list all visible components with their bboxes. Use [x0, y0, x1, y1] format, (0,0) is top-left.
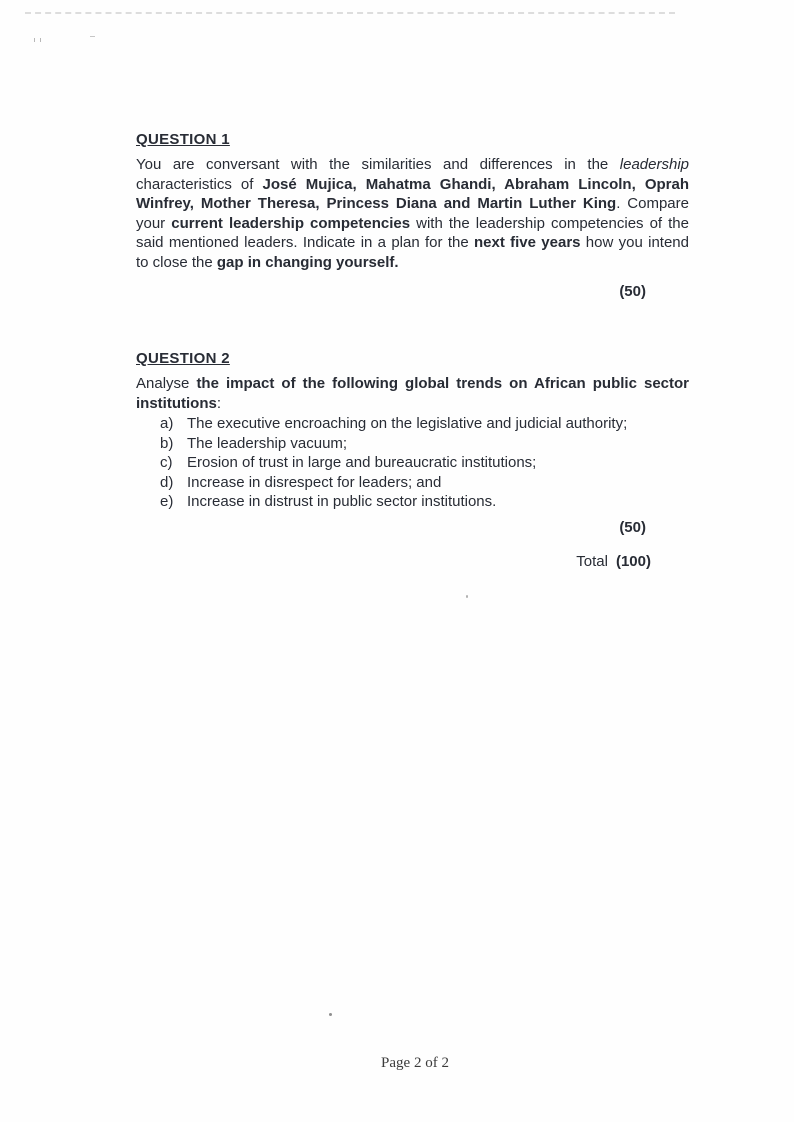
- question-2-intro: [136, 374, 689, 413]
- question-1-text: . Compare your: [136, 195, 689, 232]
- question-1-bold-phrase: gap in changing yourself.: [216, 253, 399, 271]
- question-2-bold-phrase: the impact of the following global trends on African public sector institutions: [136, 375, 689, 412]
- question-1-heading: QUESTION 1: [136, 131, 230, 148]
- question-1-bold-phrase: current leadership competencies: [171, 214, 411, 232]
- question-2-text: :: [216, 394, 221, 412]
- list-item-text: Increase in distrust in public sector institutions.: [187, 493, 497, 510]
- list-item-text: Erosion of trust in large and bureaucratic institutions;: [187, 454, 537, 471]
- question-2-item-list: [136, 414, 689, 512]
- total-marks-line: [136, 553, 689, 570]
- total-label: Total: [576, 552, 608, 570]
- list-item-label: c): [160, 454, 173, 471]
- page-footer: [0, 1055, 794, 1072]
- list-item: [136, 473, 689, 493]
- question-1-marks: (50): [619, 283, 646, 300]
- list-item: [136, 453, 689, 473]
- question-2-marks: (50): [619, 518, 646, 536]
- list-item-label: a): [160, 415, 174, 432]
- question-2-section: [136, 350, 689, 570]
- question-1-text: You are conversant with the similarities and differences in the: [136, 156, 620, 173]
- scan-artifact-mark: [34, 38, 41, 42]
- question-1-body: [136, 155, 689, 272]
- question-1-text: how you intend to close the: [136, 234, 689, 271]
- question-1-leader-names: José Mujica, Mahatma Ghandi, Abraham Lincoln, Oprah Winfrey, Mother Theresa, Princess Diana and Martin Luther King: [136, 175, 689, 212]
- page-number: Page 2 of 2: [381, 1055, 449, 1071]
- scan-artifact-speck: [466, 595, 468, 598]
- list-item-text: The leadership vacuum;: [187, 434, 348, 452]
- question-2-text: Analyse: [136, 375, 197, 392]
- scan-artifact-speck: [329, 1013, 332, 1016]
- list-item: [136, 434, 689, 454]
- question-2-heading: QUESTION 2: [136, 350, 230, 367]
- scan-artifact-dashed-line: [25, 12, 675, 14]
- question-1-text: characteristics of: [136, 175, 263, 193]
- list-item: [136, 492, 689, 512]
- list-item-label: e): [160, 493, 174, 510]
- list-item: [136, 414, 689, 434]
- total-value: (100): [615, 552, 651, 570]
- list-item-label: b): [160, 434, 174, 452]
- list-item-text: The executive encroaching on the legislative and judicial authority;: [187, 415, 628, 432]
- question-1-italic-term: leadership: [619, 156, 689, 173]
- scan-artifact-mark: [90, 36, 95, 37]
- question-1-text: with the leadership competencies of the said mentioned leaders. Indicate in a plan for the: [136, 214, 689, 251]
- question-1-section: [136, 131, 689, 300]
- list-item-text: Increase in disrespect for leaders; and: [187, 473, 442, 491]
- question-1-bold-phrase: next five years: [473, 234, 581, 251]
- list-item-label: d): [160, 473, 174, 491]
